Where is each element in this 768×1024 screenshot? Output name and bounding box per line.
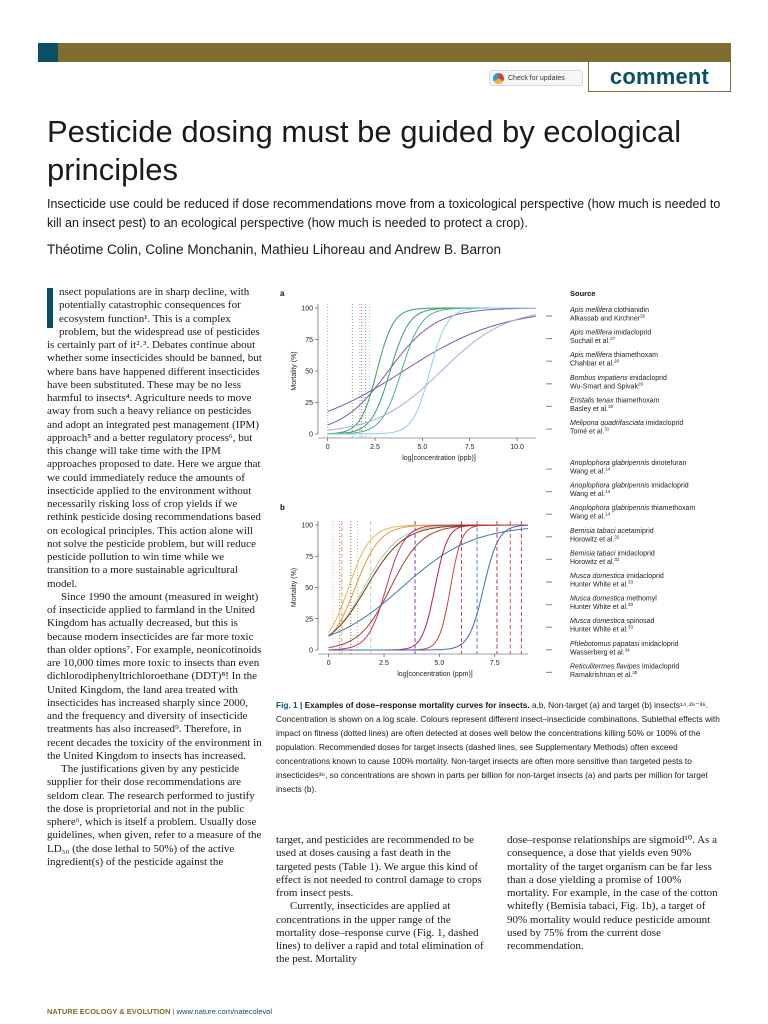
article-authors: Théotime Colin, Coline Monchanin, Mathieu Lihoreau and Andrew B. Barron bbox=[47, 242, 502, 257]
dose-response-curve bbox=[328, 315, 536, 431]
dose-response-curve bbox=[329, 525, 528, 650]
header-bar bbox=[38, 43, 731, 62]
y-axis-label: Mortality (%) bbox=[291, 567, 298, 608]
x-tick-label: 0 bbox=[325, 444, 330, 451]
legend-entry-compound: Bombus impatiens imidacloprid bbox=[570, 374, 667, 382]
header-accent bbox=[38, 43, 58, 62]
drop-cap bbox=[47, 288, 53, 328]
legend-entry-source: Wang et al.$^{14}$ bbox=[570, 489, 611, 499]
legend-entry-compound: Musca domestica methomyl bbox=[570, 595, 657, 603]
dose-response-curve bbox=[328, 308, 536, 434]
figure-caption-text: a,b, Non-target (a) and target (b) insects¹⁴˒²⁶⁻³⁶. Concentration is shown on a log scale. Colours represent different insect–insecticide combinations. Sublethal effects with impact on fitness (dotted lines) are often detected at doses well below the concentrations killing 50% or 100% of the population. Recommended doses for target insects (dashed lines, see Supplementary Methods) often exceed concentrations known to cause 100% mortality. Non-target insects are often more sensitive than targeted pests to insecticides³⁶, so concentrations are shown in parts per billion for non-target insects (a) and parts per million for target insects (b). bbox=[276, 700, 720, 794]
body-column-1 bbox=[47, 286, 262, 869]
legend-entry-compound: Musca domestica imidacloprid bbox=[570, 573, 664, 580]
y-tick-label: 25 bbox=[305, 400, 313, 407]
figure-caption bbox=[276, 698, 726, 796]
legend-entry-compound: Apis mellifera clothianidin bbox=[570, 307, 649, 314]
legend-entry-compound: Anoplophora glabripennis thiamethoxam bbox=[570, 505, 696, 513]
section-label-text: comment bbox=[609, 63, 710, 89]
body-paragraph: Since 1990 the amount (measured in weight) of insecticide applied to farmland in the United Kingdom has actually decreased, but this is because modern insecticides are far more toxic than older options⁷. For example, neonicotinoids are 10,000 times more toxic to insects than even dichlorodiphenyltrichloroethane (DDT)⁸! In the United Kingdom, the land area treated with insecticides has increased sharply since 2000, and the frequency and diversity of insecticide treatments has also increased⁹. Therefore, in recent decades the toxicity of the environment in the United Kingdom to insects has increased. bbox=[47, 590, 262, 762]
legend-entry-compound: Eristalis tenax thiamethoxam bbox=[570, 397, 660, 405]
legend-entry-compound: Melipona quadrifasciata imidacloprid bbox=[570, 420, 684, 427]
y-tick-label: 25 bbox=[305, 616, 313, 624]
check-for-updates-button[interactable] bbox=[489, 70, 583, 86]
legend-entry-source: Hunter White et al.$^{33}$ bbox=[570, 624, 633, 634]
dose-response-curve bbox=[328, 308, 536, 425]
x-tick-label: 5.0 bbox=[417, 444, 428, 451]
section-label bbox=[588, 62, 731, 92]
dose-response-curve bbox=[329, 525, 528, 650]
legend-entry-compound: Reticulitermes flavipes imidacloprid bbox=[570, 663, 680, 671]
legend-entry-source: Wang et al.$^{14}$ bbox=[570, 511, 611, 521]
body-column-2 bbox=[276, 834, 488, 967]
x-axis-label: log[concentration (ppm)] bbox=[397, 671, 473, 678]
legend-entry-compound: Bemisia tabaci imidacloprid bbox=[570, 550, 655, 558]
crossmark-icon bbox=[493, 73, 504, 84]
dose-response-curve bbox=[329, 525, 528, 648]
dose-response-curve bbox=[329, 529, 528, 636]
body-column-3 bbox=[507, 834, 722, 953]
x-tick-label: 0 bbox=[326, 660, 331, 667]
body-paragraph: dose–response relationships are sigmoid¹⁰. As a consequence, a dose that yields even 90% mortality of the target organism can be far less than a dose yielding a promise of 100% mortality. For example, in the case of the cotton whitefly (Bemisia tabaci, Fig. 1b), a target of 90% mortality would reduce pesticide amount used by 75% from the current dose recommendation. bbox=[507, 834, 718, 952]
legend-entry-source: Wu-Smart and Spivak$^{29}$ bbox=[570, 381, 643, 391]
legend-entry-source: Wang et al.$^{14}$ bbox=[570, 466, 611, 476]
y-tick-label: 0 bbox=[309, 647, 313, 655]
body-paragraph: nsect populations are in sharp decline, with potentially catastrophic consequences for ecosystem function¹. This is a complex problem, but the widespread use of pesticides is certainly part of it²˒³. Debates continue about whether some insecticides should be banned, but where bans have happened different insecticides have been substituted. These may be no less harmful to insects⁴. Agriculture needs to move away from such a heavy reliance on pesticides and adopt an integrated pest management (IPM) approach⁵ and a better regulatory process⁶, but this change will take time with the IPM approaches proposed to date. Here we argue that we could immediately reduce the amounts of insecticide applied to the environment without necessarily risking loss of crop yields if we rethink pesticide dosing recommendations based on ecological principles. This action alone will not solve the pesticide problem, but will reduce pesticide pollution to win time while we transition to a more sustainable agricultural model. bbox=[47, 286, 262, 590]
y-axis-label: Mortality (%) bbox=[291, 351, 298, 391]
check-for-updates-label: Check for updates bbox=[508, 74, 565, 82]
legend-entry-source: Horowitz et al.$^{32}$ bbox=[570, 556, 620, 566]
dose-response-curve bbox=[328, 308, 536, 434]
legend-entry-source: Alkassab and Kirchner$^{26}$ bbox=[570, 313, 646, 323]
legend-entry-source: Hunter White et al.$^{33}$ bbox=[570, 579, 633, 589]
y-tick-label: 0 bbox=[309, 431, 313, 439]
legend-entry-source: Chahbar et al.$^{28}$ bbox=[570, 358, 619, 368]
dose-response-curve bbox=[329, 525, 528, 637]
x-tick-label: 2.5 bbox=[370, 444, 380, 451]
legend-entry-compound: Phlebotomus papatasi imidacloprid bbox=[570, 640, 679, 648]
figure-caption-title: Examples of dose–response mortality curves for insects. bbox=[304, 700, 530, 710]
legend-entry-source: Ramakrishnan et al.$^{35}$ bbox=[570, 669, 638, 679]
legend-entry-source: Hunter White et al.$^{33}$ bbox=[570, 602, 633, 612]
y-tick-label: 100 bbox=[301, 305, 313, 313]
x-tick-label: 2.5 bbox=[379, 660, 389, 667]
legend-title: Source bbox=[570, 289, 596, 298]
y-tick-label: 50 bbox=[305, 368, 313, 376]
body-paragraph: Currently, insecticides are applied at concentrations in the upper range of the mortality dose–response curve (Fig. 1, dashed lines) to deliver a rapid and total elimination of the pest. Mortality bbox=[276, 900, 484, 966]
panel-label: b bbox=[280, 503, 285, 512]
dose-response-curve bbox=[328, 308, 536, 434]
legend-entry-compound: Apis mellifera imidacloprid bbox=[570, 329, 652, 337]
figure-caption-label: Fig. 1 | bbox=[276, 700, 303, 710]
footer-journal: NATURE ECOLOGY & EVOLUTION bbox=[47, 1007, 171, 1016]
legend-entry-compound: Bemisia tabaci acetamiprid bbox=[570, 527, 654, 535]
y-tick-label: 50 bbox=[305, 585, 313, 592]
legend-entry-source: Horowitz et al.$^{32}$ bbox=[570, 534, 620, 544]
y-tick-label: 100 bbox=[301, 522, 313, 530]
page-footer: NATURE ECOLOGY & EVOLUTION | www.nature.com/natecolevol bbox=[47, 1007, 273, 1016]
legend-entry-compound: Apis mellifera thiamethoxam bbox=[570, 352, 658, 360]
panel-label: a bbox=[280, 289, 285, 298]
dose-response-curve bbox=[328, 308, 536, 434]
article-standfirst: Insecticide use could be reduced if dose recommendations move from a toxicological perspective (how much is needed to kill an insect pest) to an ecological perspective (how much is needed to protect a crop). bbox=[47, 197, 721, 230]
legend-entry-compound: Musca domestica spinosad bbox=[570, 618, 655, 626]
figure-1 bbox=[276, 282, 746, 694]
body-paragraph: target, and pesticides are recommended to be used at doses causing a fast death in the targeted pests (Table 1). We argue this kind of effect is not needed to control damage to crops from insect pests. bbox=[276, 834, 482, 899]
y-tick-label: 75 bbox=[305, 337, 313, 344]
x-tick-label: 7.5 bbox=[464, 444, 475, 451]
x-axis-label: log[concentration (ppb)] bbox=[402, 455, 476, 462]
dose-response-curve bbox=[329, 525, 528, 650]
x-tick-label: 5.0 bbox=[434, 660, 445, 667]
y-tick-label: 75 bbox=[305, 553, 313, 561]
body-paragraph: The justifications given by any pesticide supplier for their dose recommendations are seldom clear. The research performed to justify the dose is proprietorial and not in the public sphere⁶, which is itself a problem. Usually dose guidelines, when given, refer to a measure of the LD₅₀ (the dose lethal to 50%) of the active ingredient(s) of the pesticide against the bbox=[47, 763, 262, 868]
dose-response-curve bbox=[329, 525, 528, 650]
footer-url[interactable]: www.nature.com/natecolevol bbox=[176, 1007, 273, 1016]
x-tick-label: 7.5 bbox=[489, 660, 500, 667]
legend-entry-source: Suchail et al.$^{27}$ bbox=[570, 336, 616, 346]
legend-entry-compound: Anoplophora glabripennis imidacloprid bbox=[570, 482, 689, 490]
legend-entry-source: Basley et al.$^{30}$ bbox=[570, 403, 614, 413]
legend-entry-source: Wasserberg et al.$^{34}$ bbox=[570, 647, 630, 657]
figure-1-chart bbox=[276, 282, 746, 694]
article-title: Pesticide dosing must be guided by ecological principles bbox=[47, 114, 682, 187]
legend-entry-source: Tomé et al.$^{31}$ bbox=[570, 426, 610, 436]
legend-entry-compound: Anoplophora glabripennis dinotefuran bbox=[570, 460, 687, 467]
x-tick-label: 10.0 bbox=[510, 444, 524, 451]
